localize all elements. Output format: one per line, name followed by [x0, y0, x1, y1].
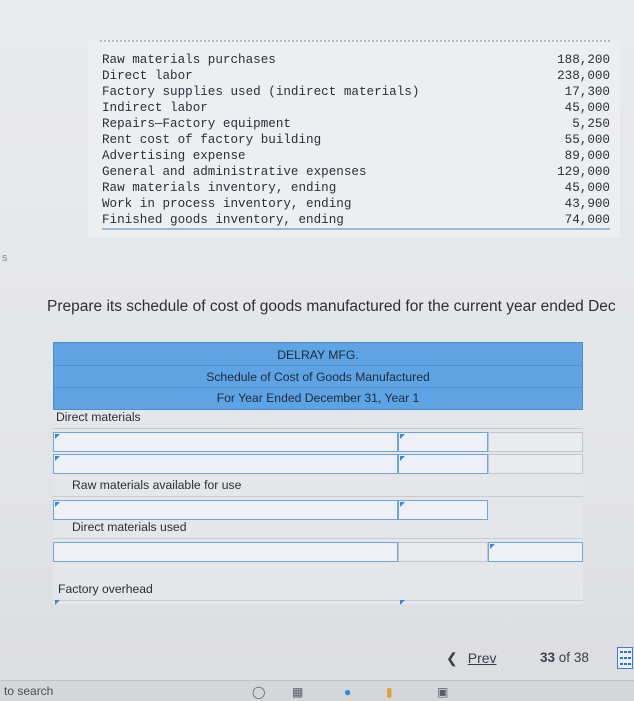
dm-line2-label-input[interactable] — [53, 454, 398, 474]
overhead-amount-marker — [400, 600, 405, 605]
given-row — [102, 196, 610, 212]
given-row-amount: 74,000 — [564, 213, 610, 227]
dm-line3-amount-input[interactable] — [398, 500, 488, 520]
side-marker: s — [2, 252, 8, 264]
question-prompt: Prepare its schedule of cost of goods manufactured for the current year ended Dec — [47, 298, 616, 315]
row-divider — [53, 428, 583, 429]
schedule-header — [53, 342, 583, 410]
dm-used-total-marker — [490, 544, 495, 549]
given-row-amount: 45,000 — [564, 101, 610, 115]
dm-line3-label-input[interactable] — [53, 500, 398, 520]
dm-line2-label-marker — [55, 456, 60, 461]
schedule-worksheet — [53, 342, 583, 604]
app-window-icon[interactable]: ▦ — [292, 685, 304, 699]
company-name: DELRAY MFG. — [277, 348, 359, 362]
overhead-line1-marker — [55, 600, 60, 605]
given-row-label: Factory supplies used (indirect materials) — [102, 85, 420, 99]
factory-overhead-label: Factory overhead — [58, 582, 153, 596]
dm-used-total-input[interactable] — [488, 542, 583, 562]
given-row — [102, 212, 610, 228]
dm-line1-label-input[interactable] — [53, 432, 398, 452]
header-divider — [54, 365, 582, 366]
given-row-amount: 55,000 — [564, 133, 610, 147]
dm-line3-amount-marker — [400, 502, 405, 507]
given-data-table — [102, 52, 610, 230]
given-row — [102, 116, 610, 132]
dm-line2-amount-marker — [400, 456, 405, 461]
given-row-amount: 17,300 — [564, 85, 610, 99]
taskbar — [0, 680, 634, 701]
total-pages: 38 — [573, 650, 589, 665]
given-row-amount: 45,000 — [564, 181, 610, 195]
given-row-amount: 43,900 — [564, 197, 610, 211]
given-row — [102, 132, 610, 148]
current-page: 33 — [540, 650, 556, 665]
taskbar-search[interactable]: to search — [4, 684, 54, 698]
row-divider — [53, 496, 583, 497]
dm-line2-total-cell — [488, 454, 583, 474]
cropped-header-line — [100, 40, 610, 48]
given-row — [102, 68, 610, 84]
dm-line1-amount-marker — [400, 434, 405, 439]
prev-label: Prev — [467, 650, 497, 666]
browser-icon[interactable]: ● — [344, 685, 352, 699]
store-icon[interactable]: ▣ — [437, 685, 449, 699]
folder-icon[interactable]: ▮ — [386, 685, 393, 699]
given-row-label: Work in process inventory, ending — [102, 197, 352, 211]
dm-line4-label-input[interactable] — [53, 542, 398, 562]
given-row — [102, 84, 610, 100]
given-row-amount: 5,250 — [572, 117, 610, 131]
dm-line3-label-marker — [55, 502, 60, 507]
dm-line1-total-cell — [488, 432, 583, 452]
of-label: of — [558, 650, 571, 665]
given-row-label: Raw materials inventory, ending — [102, 181, 337, 195]
dm-line2-amount-input[interactable] — [398, 454, 488, 474]
given-row-label: Raw materials purchases — [102, 53, 276, 67]
header-divider — [54, 387, 582, 388]
row-divider — [53, 538, 583, 539]
given-row — [102, 164, 610, 180]
given-row-amount: 129,000 — [557, 165, 610, 179]
given-row-label: Rent cost of factory building — [102, 133, 322, 147]
schedule-period: For Year Ended December 31, Year 1 — [216, 391, 420, 405]
task-view-icon[interactable]: ◯ — [252, 685, 266, 699]
raw-materials-available-label: Raw materials available for use — [72, 478, 242, 492]
dm-line1-label-marker — [55, 434, 60, 439]
given-row — [102, 180, 610, 196]
direct-materials-label: Direct materials — [56, 410, 141, 424]
given-row — [102, 52, 610, 68]
given-row-amount: 238,000 — [557, 69, 610, 83]
given-row-label: Indirect labor — [102, 101, 208, 115]
page-counter — [540, 650, 589, 665]
schedule-title: Schedule of Cost of Goods Manufactured — [206, 370, 430, 384]
row-divider — [53, 600, 583, 601]
given-row-amount: 89,000 — [564, 149, 610, 163]
given-row-label: Direct labor — [102, 69, 193, 83]
given-row-label: Advertising expense — [102, 149, 246, 163]
question-grid-icon[interactable] — [617, 647, 633, 669]
given-row-label: Repairs—Factory equipment — [102, 117, 291, 131]
dm-line4-amount-cell — [398, 542, 488, 562]
given-row — [102, 148, 610, 164]
given-row-label: General and administrative expenses — [102, 165, 367, 179]
direct-materials-used-label: Direct materials used — [72, 520, 187, 534]
dm-line1-amount-input[interactable] — [398, 432, 488, 452]
given-row — [102, 100, 610, 116]
given-row-amount: 188,200 — [557, 53, 610, 67]
prev-button[interactable] — [446, 650, 497, 667]
given-row-label: Finished goods inventory, ending — [102, 213, 344, 227]
chevron-left-icon: ❮ — [446, 650, 458, 666]
